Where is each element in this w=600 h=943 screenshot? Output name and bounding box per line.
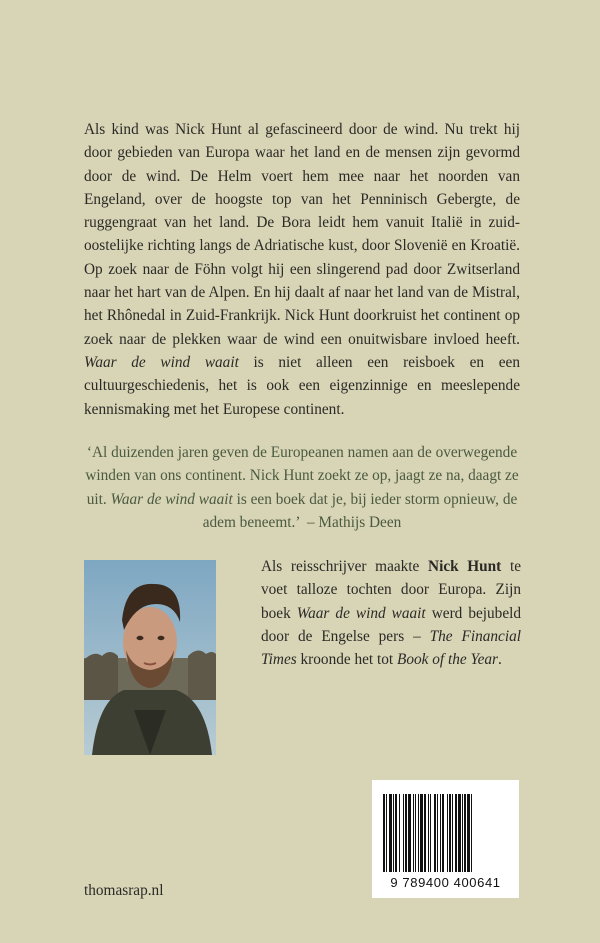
quote-book-title: Waar de wind waait (110, 490, 233, 508)
quote-attribution: – Mathijs Deen (306, 513, 402, 531)
author-photo (84, 560, 216, 755)
barcode-bar (447, 794, 448, 872)
barcode-bar (395, 794, 397, 872)
bio-author-name: Nick Hunt (428, 558, 502, 575)
author-portrait-image (84, 560, 216, 755)
review-quote (84, 441, 520, 534)
quote-text-end: is een boek dat je, bij ieder storm opnieuw, de adem beneemt.’ (202, 490, 518, 531)
quote-text: ‘Al duizenden jaren geven de Europeanen namen aan de overwegende winden van ons continent. Nick Hunt zoekt ze op, jaagt ze na, daagt ze uit. (85, 444, 519, 508)
barcode-bar (458, 794, 461, 872)
publisher-website: thomasrap.nl (84, 882, 164, 899)
bio-text-2: werd bejubeld door de Engelse pers – (261, 604, 522, 645)
barcode-bar (424, 794, 426, 872)
book-blurb (84, 118, 520, 421)
barcode-bar (399, 794, 400, 872)
barcode-bar (393, 794, 394, 872)
barcode-bar (471, 794, 472, 872)
isbn-number: 9 789400 400641 (390, 875, 501, 890)
bio-text: te voet talloze tochten door Europa. Zijn boek (261, 558, 521, 622)
barcode-bar (455, 794, 457, 872)
barcode-bar (403, 794, 404, 872)
barcode-bar (430, 794, 431, 872)
barcode-bar (434, 794, 436, 872)
barcode-bar (464, 794, 466, 872)
barcode-bar (467, 794, 470, 872)
isbn-barcode (372, 780, 519, 898)
barcode-bar (440, 794, 441, 872)
bio-book-title: Waar de wind waait (296, 604, 426, 622)
bio-newspaper: The Financial Times (261, 627, 521, 669)
bio-award: Book of the Year (396, 651, 498, 669)
barcode-bar (389, 794, 392, 872)
barcode-bar (420, 794, 423, 872)
barcode-bar (418, 794, 419, 872)
barcode-bar (415, 794, 416, 872)
barcode-bar (452, 794, 453, 872)
blurb-book-title: Waar de wind waait (84, 353, 239, 371)
barcode-bar (383, 794, 385, 872)
bio-text-3: kroonde het tot (300, 651, 394, 669)
barcode-bar (408, 794, 411, 872)
bio-intro: Als reisschrijver maakte (261, 558, 420, 575)
barcode-bar (405, 794, 407, 872)
blurb-paragraph: Als kind was Nick Hunt al gefascineerd door de wind. Nu trekt hij door gebieden van Europa waar het land en de mensen zijn gevormd door de wind. De Helm voert hem mee naar het noorden van Engeland, over de hoogste top van het Penninisch Gebergte, de ruggengraat van het land. De Bora leidt hem vanuit Italië in zuidoostelijke richting langs de Adriatische kust, door Slovenië en Kroatië. Op zoek naar de Föhn volgt hij een slingerend pad door Zwitserland naar het hart van de Alpen. En hij daalt af naar het land van de Mistral, het Rhônedal in Zuid-Frankrijk. Nick Hunt doorkruist het continent op zoek naar de plekken waar de wind een onuitwisbare invloed heeft. (84, 121, 520, 348)
barcode-bar (449, 794, 451, 872)
barcode-bar (386, 794, 387, 872)
barcode-bar (442, 794, 444, 872)
bio-end: . (497, 651, 502, 669)
blurb-paragraph-end: is niet alleen een reisboek en een cultuurgeschiedenis, het is ook een eigenzinnige en meeslepende kennismaking met het Europese continent. (84, 353, 520, 418)
barcode-bar (462, 794, 463, 872)
barcode-bar (437, 794, 438, 872)
author-bio (261, 555, 521, 671)
barcode-bars (381, 794, 510, 874)
barcode-bar (428, 794, 429, 872)
barcode-bar (413, 794, 414, 872)
